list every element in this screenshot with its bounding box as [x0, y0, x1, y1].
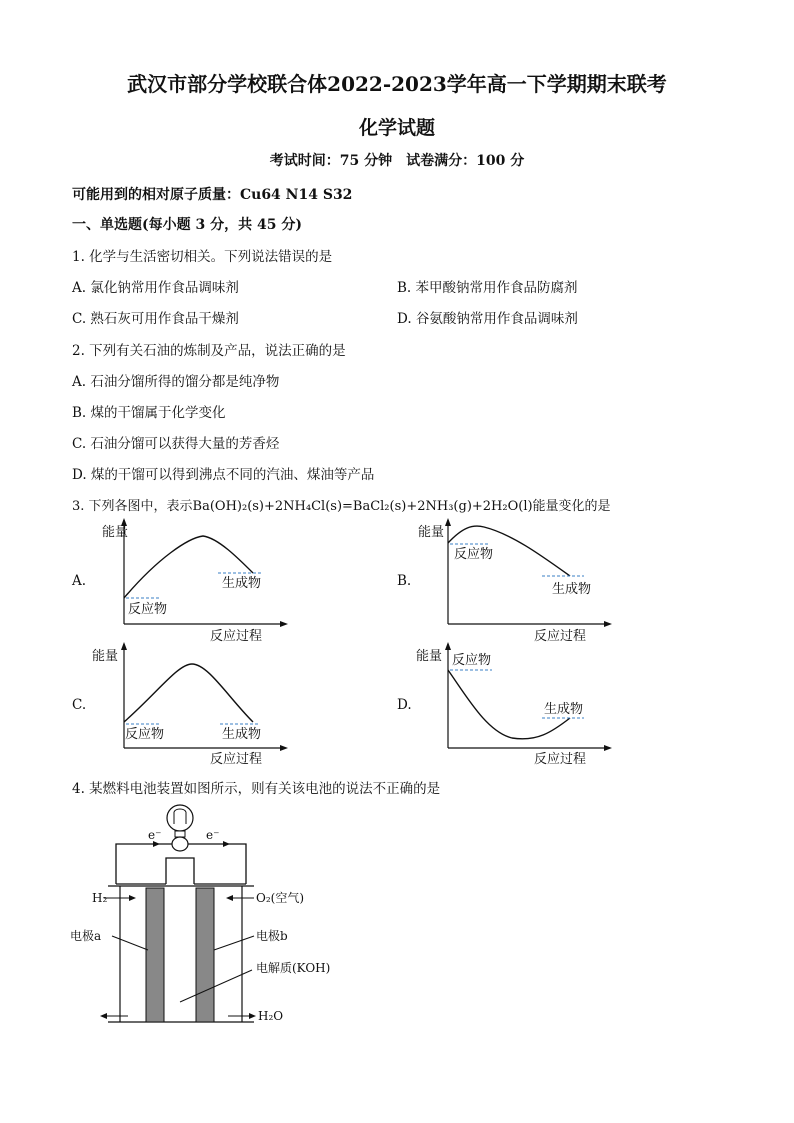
q3-graph-a[interactable]: [88, 518, 288, 646]
h2-label: H₂: [92, 891, 108, 905]
q3-a-process-label: 反应过程: [210, 629, 263, 644]
o2-label: O₂(空气): [256, 891, 305, 905]
q3-graph-c[interactable]: [88, 642, 288, 770]
q2-option-b[interactable]: B. 煤的干馏属于化学变化: [72, 405, 226, 421]
q1-option-c[interactable]: C. 熟石灰可用作食品干燥剂: [72, 311, 239, 327]
q3-b-product-label: 生成物: [552, 582, 592, 597]
q3-b-reactant-label: 反应物: [454, 547, 494, 562]
q3-d-product-label: 生成物: [544, 702, 584, 717]
section-heading: 一、单选题(每小题 3 分，共 45 分): [72, 217, 302, 233]
q1-option-b[interactable]: B. 苯甲酸钠常用作食品防腐剂: [397, 280, 578, 296]
q3-option-c-letter[interactable]: C.: [72, 697, 87, 713]
q3-option-d-letter[interactable]: D.: [397, 697, 412, 713]
exam-info: 考试时间：75 分钟 试卷满分：100 分: [269, 153, 525, 169]
q3-b-energy-label: 能量: [418, 525, 445, 540]
q3-d-energy-label: 能量: [416, 649, 443, 664]
q3-a-energy-label: 能量: [102, 525, 129, 540]
q3-c-process-label: 反应过程: [210, 752, 263, 767]
q3-b-process-label: 反应过程: [534, 629, 587, 644]
question-4-stem: 4. 某燃料电池装置如图所示，则有关该电池的说法不正确的是: [72, 781, 441, 797]
q3-graph-d[interactable]: [412, 642, 612, 770]
electrode-a-label: 电极a: [70, 929, 102, 943]
fuel-cell-diagram: [68, 798, 348, 1030]
q2-option-d[interactable]: D. 煤的干馏可以得到沸点不同的汽油、煤油等产品: [72, 467, 375, 483]
q3-a-product-label: 生成物: [222, 576, 262, 591]
question-3-stem: 3. 下列各图中，表示Ba(OH)₂(s)+2NH₄Cl(s)=BaCl₂(s)+2NH₃(g)+2H₂O(l)能量变化的是: [72, 499, 611, 514]
electron-label-right: e⁻: [206, 828, 220, 842]
q3-d-reactant-label: 反应物: [452, 653, 492, 668]
q3-option-a-letter[interactable]: A.: [72, 573, 87, 589]
atomic-masses: 可能用到的相对原子质量：Cu64 N14 S32: [72, 187, 353, 203]
question-1-stem: 1. 化学与生活密切相关。下列说法错误的是: [72, 249, 333, 265]
question-2-stem: 2. 下列有关石油的炼制及产品，说法正确的是: [72, 343, 346, 359]
exam-title: 武汉市部分学校联合体2022-2023学年高一下学期期末联考: [127, 72, 667, 96]
q3-c-product-label: 生成物: [222, 727, 262, 742]
water-label: H₂O: [258, 1009, 284, 1023]
q3-a-reactant-label: 反应物: [128, 602, 168, 617]
electron-label-left: e⁻: [148, 828, 162, 842]
electrolyte-label: 电解质(KOH): [256, 961, 331, 975]
q2-option-a[interactable]: A. 石油分馏所得的馏分都是纯净物: [72, 374, 280, 390]
q2-option-c[interactable]: C. 石油分馏可以获得大量的芳香烃: [72, 436, 280, 452]
q3-graph-b[interactable]: [412, 518, 612, 646]
paper-subtitle: 化学试题: [358, 117, 435, 139]
q1-option-d[interactable]: D. 谷氨酸钠常用作食品调味剂: [397, 311, 578, 327]
q3-d-process-label: 反应过程: [534, 752, 587, 767]
q3-c-reactant-label: 反应物: [125, 727, 165, 742]
electrode-b-label: 电极b: [256, 929, 288, 943]
q3-c-energy-label: 能量: [92, 649, 119, 664]
q1-option-a[interactable]: A. 氯化钠常用作食品调味剂: [72, 280, 239, 296]
q3-option-b-letter[interactable]: B.: [397, 573, 412, 589]
